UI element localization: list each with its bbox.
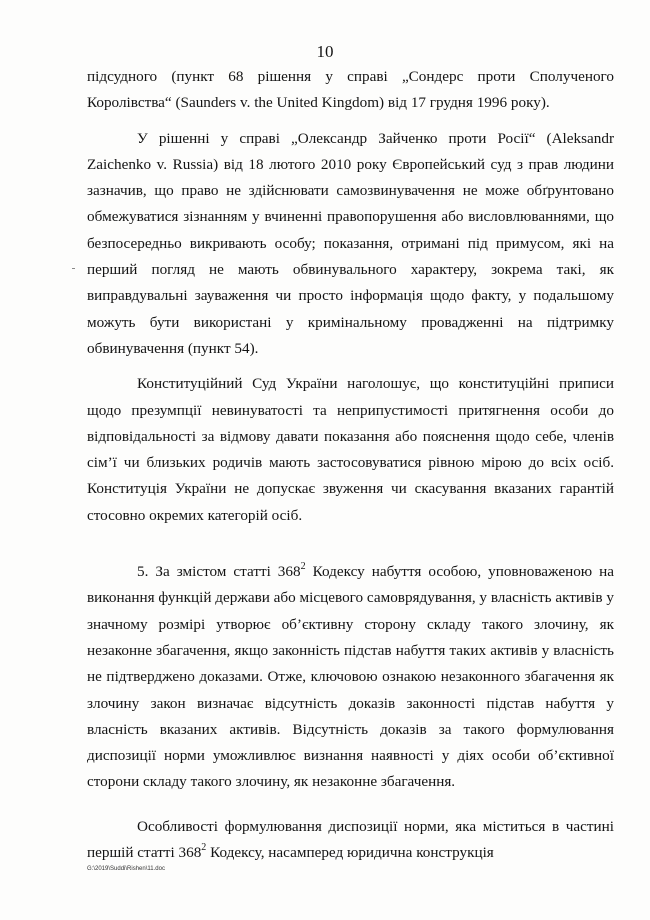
paragraph-section-5 (87, 559, 614, 796)
paragraph-continuation: підсудного (пункт 68 рішення у справі „Сондерс проти Сполученого Королівства“ (Saunders v. the United Kingdom) від 17 грудня 1996 року). (87, 68, 614, 112)
paragraph-text-end: Кодексу, насамперед юридична конструкція (206, 844, 494, 862)
superscript: 2 (201, 841, 207, 853)
page-number: 10 (316, 42, 334, 61)
paragraph-text-start: 5. За змістом статті 368 (137, 563, 301, 581)
paragraph-disposition-features (87, 814, 614, 867)
paragraph-text-end: Кодексу набуття особою, уповноваженою на виконання функцій держави або місцевого самоврядування, у власність активів у значному розмірі утворює об’єктивну сторону складу такого злочину, як незаконне збагачення, якщо законність підстав набуття таких активів у власність не підтверджено доказами. Отже, ключовою ознакою незаконного збагачення як злочину закон визначає відсутність доказів законності підстав набуття у власність вказаних активів. Відсутність доказів за такого формулювання диспозиції норми уможливлює визнання наявності у діях особи об’єктивної сторони складу такого злочину, як незаконне збагачення. (87, 563, 614, 791)
superscript: 2 (300, 560, 306, 572)
margin-mark (72, 268, 75, 269)
paragraph-constitutional-court: Конституційний Суд України наголошує, що конституційні приписи щодо презумпції невинуватості та неприпустимості притягнення особи до відповідальності за відмову давати показання або пояснення щодо себе, членів сім’ї чи близьких родичів мають застосовуватися рівною мірою до всіх осіб. Конституція України не допускає звуження чи скасування вказаних гарантій стосовно окремих категорій осіб. (87, 375, 614, 524)
file-path-footer: G:\2019\Suddi\Rishen\11.doc (87, 866, 165, 872)
paragraph-text-start: Особливості формулювання диспозиції норми, яка міститься в частині першій статті 368 (87, 817, 614, 862)
document-body (87, 64, 614, 866)
paragraph-zaichenko-case: У рішенні у справі „Олександр Зайченко проти Росії“ (Aleksandr Zaichenko v. Russia) від 18 лютого 2010 року Європейський суд з прав людини зазначив, що право не здійснювати самозвинувачення не може обґрунтовано обмежуватися зізнанням у вчиненні правопорушення або висловлюваннями, що безпосередньо викривають особу; показання, отримані під примусом, які на перший погляд не мають обвинувального характеру, зокрема такі, як виправдувальні зауваження чи просто інформація щодо факту, у подальшому можуть бути використані у кримінальному провадженні на підтримку обвинувачення (пункт 54). (87, 129, 614, 357)
